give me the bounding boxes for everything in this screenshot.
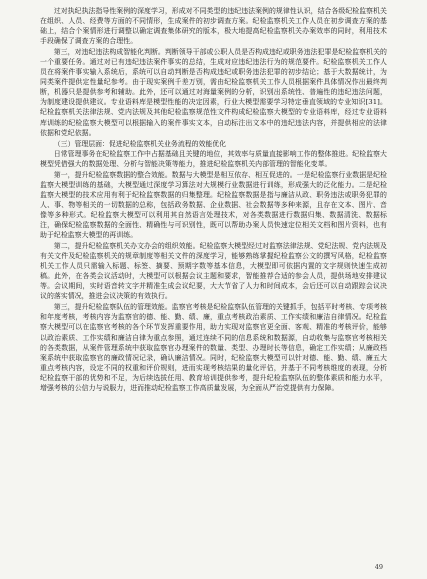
body-paragraph: 第二，提升纪检监察机关办文办会的组织效能。纪检监察大模型经过对监察法律法规、党纪法规、党内法规及有关文件及纪检监察机关的规章制度等相关文件的深度学习，能够熟练掌握纪检监察公文的撰写风格，纪检监察机关工作人员只需输入标题、标签、摘要、预期字数等基本信息，大模型即可依据内置的文字规则快速生成初稿。此外，在各类会议活动时，大模型可以根据会议主题和要求，智能推荐合适的参会人员，提供场地安排建议等。会议期间，实时语音转文字并精准生成会议纪要，大大节省了人力和时间成本，会后还可以自动跟踪会议决议的落实情况，推进会议决策的有效执行。	[40, 242, 387, 301]
body-paragraph: 第一，提升纪检监察数据的整合效能。数据与大模型是相互依存、相互促进的。一是纪检监察行业数据是纪检监察大模型训练的基础，大模型通过深度学习算法对大规模行业数据进行训练，形成强大的泛化能力。二是纪检监察大模型的技术应用有利于纪检监察数据的归集整理。纪检监察数据是指与廉洁从政、职务违法或职务犯罪的人、事、物等相关的一切数据的总称，包括政务数据、企业数据、社会数据等多种来源，且存在文本、图片、音像等多种形式。纪检监察大模型可以利用其自然语言处理技术，对各类数据进行数据归集、数据清洗、数据标注，确保纪检监察数据的全面性、精确性与可识别性，既可以帮助办案人员快速定位相关文档和图片资料，也有助于纪检监察大模型的再训练。	[40, 170, 387, 240]
body-paragraph: 日常管理事务在纪检监察工作中占据基础且关键的地位，其效率与质量直接影响工作的整体推进。纪检监察大模型凭借强大的数据处理、分析与智能决策等能力，推进纪检监察机关内部管理的智能化变革。	[40, 149, 387, 168]
section-heading: （三）管理层面：促进纪检监察机关业务流程的效能优化	[53, 139, 227, 148]
page-number: 49	[374, 563, 383, 571]
body-paragraph: 第三，提升纪检监察队伍的管理效能。监察官考核是纪检监察队伍管理的关键抓手，包括平时考核、专项考核和年度考核，考核内容为监察官的德、能、勤、绩、廉，重点考核政治素质、工作实绩和廉洁自律情况。纪检监察大模型可以在监察官考核的各个环节发挥重要作用，助力实现对监察官更全面、客观、精准的考核评价，能够以政治素质、工作实绩和廉洁自律为重点参照，通过连续不同的信息系统和数据源，自动收集与监察官考核相关的各类数据，从案件管理系统中获取监察官办理案件的数量、类型、办理时长等信息，确定工作实绩；从廉政档案系统中获取监察官的廉政情况记录，确认廉洁情况。同时，纪检监察大模型可以针对德、能、勤、绩、廉五大重点考核内容，设定不同的权重和评价规则，进而实现考核结果的量化评估，并基于不同考核维度的表现，分析纪检监察干部的优势和不足，为后续选拔任用、教育培训提供参考，提升纪检监察队伍的整体素质和能力水平，增强考核的公信力与说服力，进而推动纪检监察工作高质量发展，为全面从严治党提供有力保障。	[40, 303, 387, 392]
body-paragraph: 过对执纪执法指导性案例的深度学习，形成对不同类型的违纪违法案例的规律性认识，结合各级纪检监察机关在组织、人员、经费等方面的不同情形，生成案件的初步调查方案。纪检监察机关工作人员在初步调查方案的基础上，结合个案情形进行调整以确定调查集体研究的版本，极大地提高纪检监察机关办案效率的同时，利用技术手段确保了调查方案的合理性。	[40, 7, 387, 46]
body-paragraph: 第三，对违纪违法构成智能化判断。判断领导干部或公职人员是否构成违纪或职务违法犯罪是纪检监察机关的一个重要任务。通过对已有违纪违法案件事实的总结，生成对应违纪违法行为的规范要件。纪检监察机关工作人员在将案件事实输入系统后，系统可以自动判断是否构成违纪或职务违法犯罪的初步结论；基于大数据统计，为同类案件提供定性量纪参考。由于现实案例千差万别，需由纪检监察机关工作人员根据案件具体情况作出最终判断，机器只是提供参考和辅助。此外，还可以通过对海量案例的分析，识别出系统性、普遍性的违纪违法问题，为制度建设提供建议。专业语料库是模型性能的决定因素，行业大模型需要学习特定垂直领域的专业知识[31]。纪检监察机关法律法规、党内法规及其他纪检监察规范性文件构成纪检监察大模型的专业语料库，经过专业语料库训练的纪检监察大模型可以根据输入的案件事实文本，自动标注出文本中的违纪违法内容，并提供相应的法律依据和党纪依据。	[40, 48, 387, 137]
